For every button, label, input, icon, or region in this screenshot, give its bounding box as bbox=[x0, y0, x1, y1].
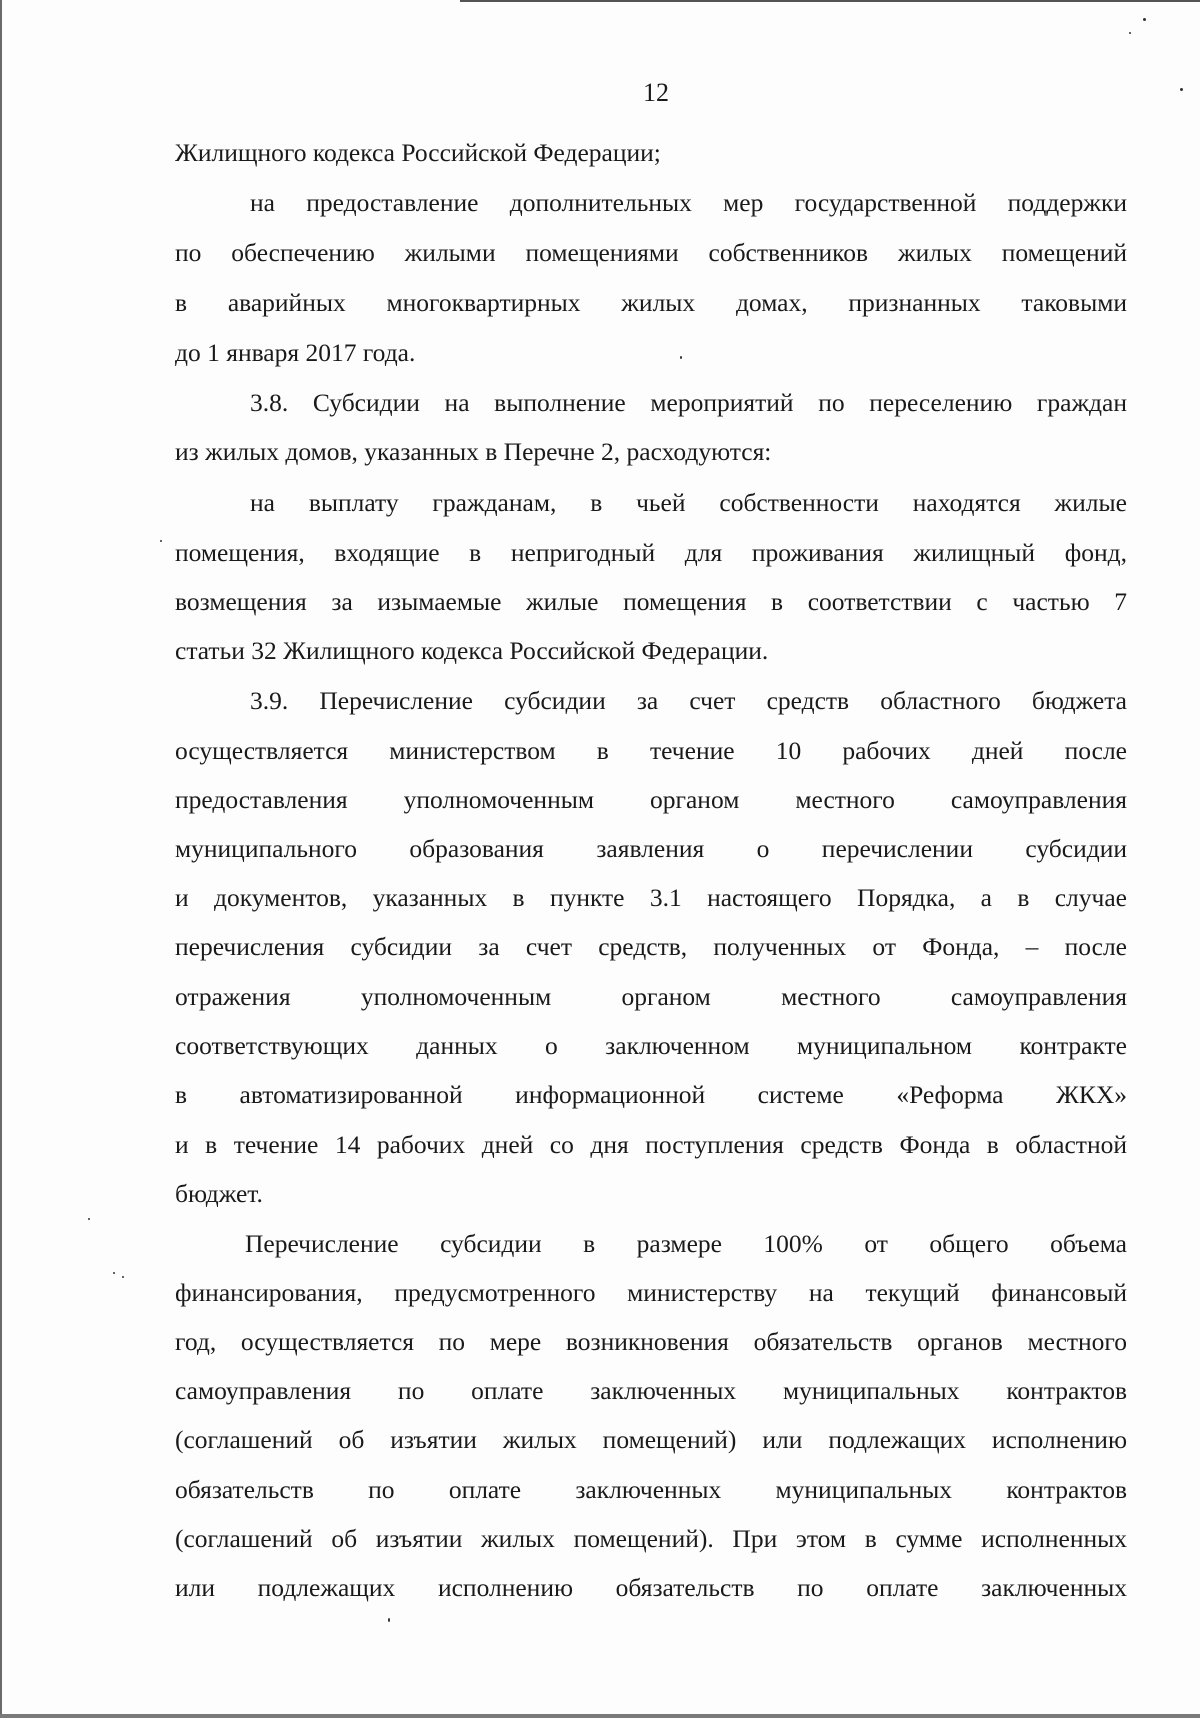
text-line: помещения, входящие в непригодный для проживания жилищный фонд, bbox=[175, 538, 1127, 567]
text-line: 3.8. Субсидии на выполнение мероприятий по переселению граждан bbox=[250, 388, 1127, 417]
scan-speck bbox=[1180, 88, 1183, 91]
text-line: бюджет. bbox=[175, 1179, 263, 1208]
text-line: Жилищного кодекса Российской Федерации; bbox=[175, 138, 661, 167]
text-line: предоставления уполномоченным органом местного самоуправления bbox=[175, 785, 1127, 814]
scan-speck bbox=[88, 1218, 90, 1220]
scan-speck bbox=[160, 540, 162, 542]
scan-speck bbox=[113, 1272, 115, 1274]
scan-edge-top bbox=[460, 0, 1200, 2]
text-line: в аварийных многоквартирных жилых домах, признанных таковыми bbox=[175, 288, 1127, 317]
text-line: (соглашений об изъятии жилых помещений) или подлежащих исполнению bbox=[175, 1425, 1127, 1454]
text-line: обязательств по оплате заключенных муниципальных контрактов bbox=[175, 1475, 1127, 1504]
text-line: перечисления субсидии за счет средств, полученных от Фонда, – после bbox=[175, 932, 1127, 961]
text-line: самоуправления по оплате заключенных муниципальных контрактов bbox=[175, 1376, 1127, 1405]
scan-speck bbox=[388, 1618, 390, 1622]
text-line: на выплату гражданам, в чьей собственности находятся жилые bbox=[250, 488, 1127, 517]
text-line: осуществляется министерством в течение 10 рабочих дней после bbox=[175, 736, 1127, 765]
text-line: возмещения за изымаемые жилые помещения в соответствии с частью 7 bbox=[175, 587, 1127, 616]
text-line: год, осуществляется по мере возникновения обязательств органов местного bbox=[175, 1327, 1127, 1356]
text-line: (соглашений об изъятии жилых помещений). При этом в сумме исполненных bbox=[175, 1524, 1127, 1553]
scan-speck bbox=[1143, 18, 1146, 21]
text-line: статьи 32 Жилищного кодекса Российской Федерации. bbox=[175, 636, 769, 665]
text-line: соответствующих данных о заключенном муниципальном контракте bbox=[175, 1031, 1127, 1060]
scan-speck bbox=[1129, 32, 1131, 34]
text-line: Перечисление субсидии в размере 100% от общего объема bbox=[245, 1229, 1127, 1258]
scan-edge-bottom bbox=[0, 1714, 1200, 1718]
page-number: 12 bbox=[643, 78, 669, 107]
text-line: в автоматизированной информационной системе «Реформа ЖКХ» bbox=[175, 1080, 1127, 1109]
scan-speck bbox=[680, 356, 682, 359]
text-line: отражения уполномоченным органом местного самоуправления bbox=[175, 982, 1127, 1011]
text-line: и документов, указанных в пункте 3.1 настоящего Порядка, а в случае bbox=[175, 883, 1127, 912]
scan-speck bbox=[122, 1276, 124, 1278]
text-line: финансирования, предусмотренного министерству на текущий финансовый bbox=[175, 1278, 1127, 1307]
text-line: до 1 января 2017 года. bbox=[175, 338, 416, 367]
text-line: 3.9. Перечисление субсидии за счет средств областного бюджета bbox=[250, 686, 1127, 715]
text-line: по обеспечению жилыми помещениями собственников жилых помещений bbox=[175, 238, 1127, 267]
text-line: из жилых домов, указанных в Перечне 2, расходуются: bbox=[175, 437, 772, 466]
scan-edge-left bbox=[0, 0, 2, 1718]
text-line: муниципального образования заявления о перечислении субсидии bbox=[175, 834, 1127, 863]
text-line: и в течение 14 рабочих дней со дня поступления средств Фонда в областной bbox=[175, 1130, 1127, 1159]
text-line: на предоставление дополнительных мер государственной поддержки bbox=[250, 188, 1127, 217]
text-line: или подлежащих исполнению обязательств по оплате заключенных bbox=[175, 1573, 1127, 1602]
